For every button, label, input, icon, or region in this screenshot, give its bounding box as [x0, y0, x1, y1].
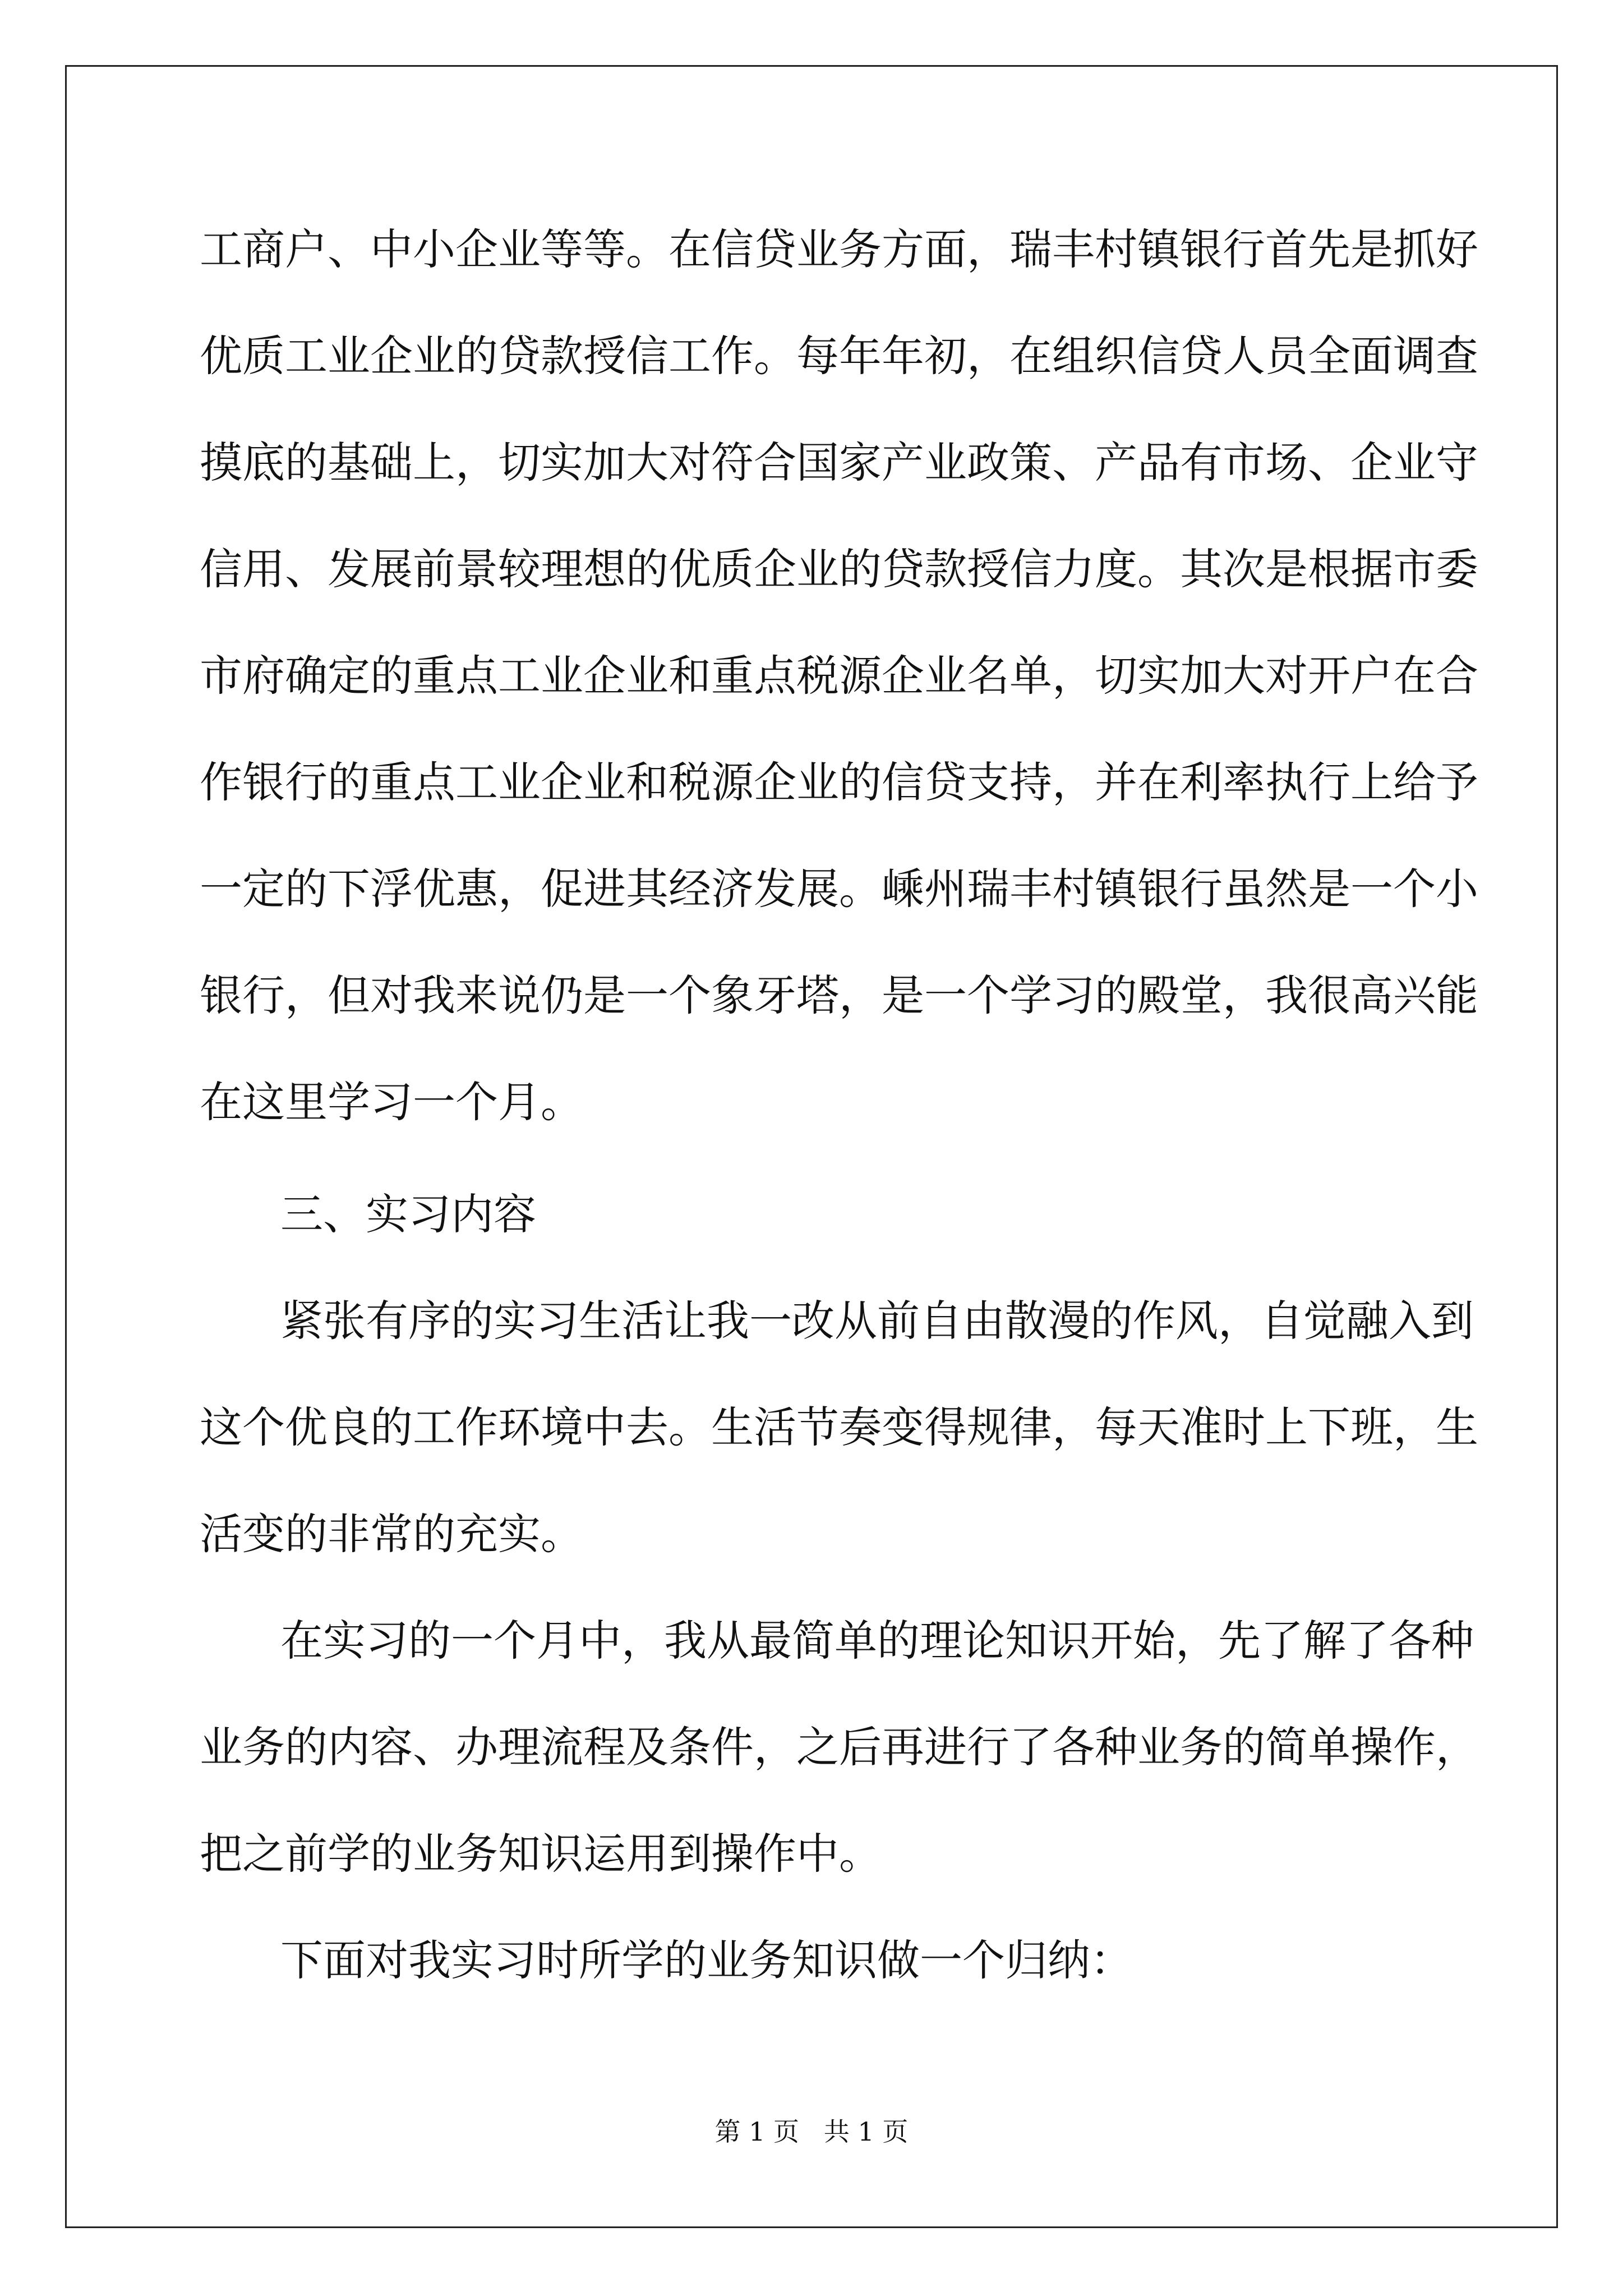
text-line: 这个优良的工作环境中去。生活节奏变得规律，每天准时上下班，生 — [200, 1402, 1478, 1452]
text-line: 一定的下浮优惠，促进其经济发展。嵊州瑞丰村镇银行虽然是一个小 — [200, 864, 1478, 914]
paragraph-summary-intro — [200, 1907, 1426, 2014]
paragraph-learning — [200, 1588, 1478, 1907]
page-number-label: 第 1 页 共 1 页 — [714, 2116, 909, 2147]
text-line: 紧张有序的实习生活让我一改从前自由散漫的作风，自觉融入到 — [280, 1296, 1474, 1346]
text-line: 作银行的重点工业企业和税源企业的信贷支持，并在利率执行上给予 — [200, 757, 1478, 807]
text-line: 在实习的一个月中，我从最简单的理论知识开始，先了解了各种 — [280, 1616, 1474, 1665]
text-line: 业务的内容、办理流程及条件，之后再进行了各种业务的简单操作， — [200, 1722, 1478, 1772]
text-line: 下面对我实习时所学的业务知识做一个归纳： — [280, 1935, 1133, 1985]
paragraph-work-life — [200, 1268, 1478, 1588]
text-line: 市府确定的重点工业企业和重点税源企业名单，切实加大对开户在合 — [200, 651, 1478, 701]
page-footer — [0, 2115, 1623, 2148]
text-line: 工商户、中小企业等等。在信贷业务方面，瑞丰村镇银行首先是抓好 — [200, 224, 1478, 274]
text-line: 银行，但对我来说仍是一个象牙塔，是一个学习的殿堂，我很高兴能 — [200, 970, 1478, 1020]
text-line: 摸底的基础上，切实加大对符合国家产业政策、产品有市场、企业守 — [200, 438, 1478, 487]
paragraph-continued — [200, 196, 1478, 1156]
text-line: 活变的非常的充实。 — [200, 1509, 583, 1559]
section-heading: 三、实习内容 — [280, 1189, 536, 1239]
text-line: 信用、发展前景较理想的优质企业的贷款授信力度。其次是根据市委 — [200, 544, 1478, 594]
text-line: 在这里学习一个月。 — [200, 1077, 583, 1127]
text-line: 优质工业企业的贷款授信工作。每年年初，在组织信贷人员全面调查 — [200, 331, 1478, 381]
text-line: 把之前学的业务知识运用到操作中。 — [200, 1829, 882, 1879]
